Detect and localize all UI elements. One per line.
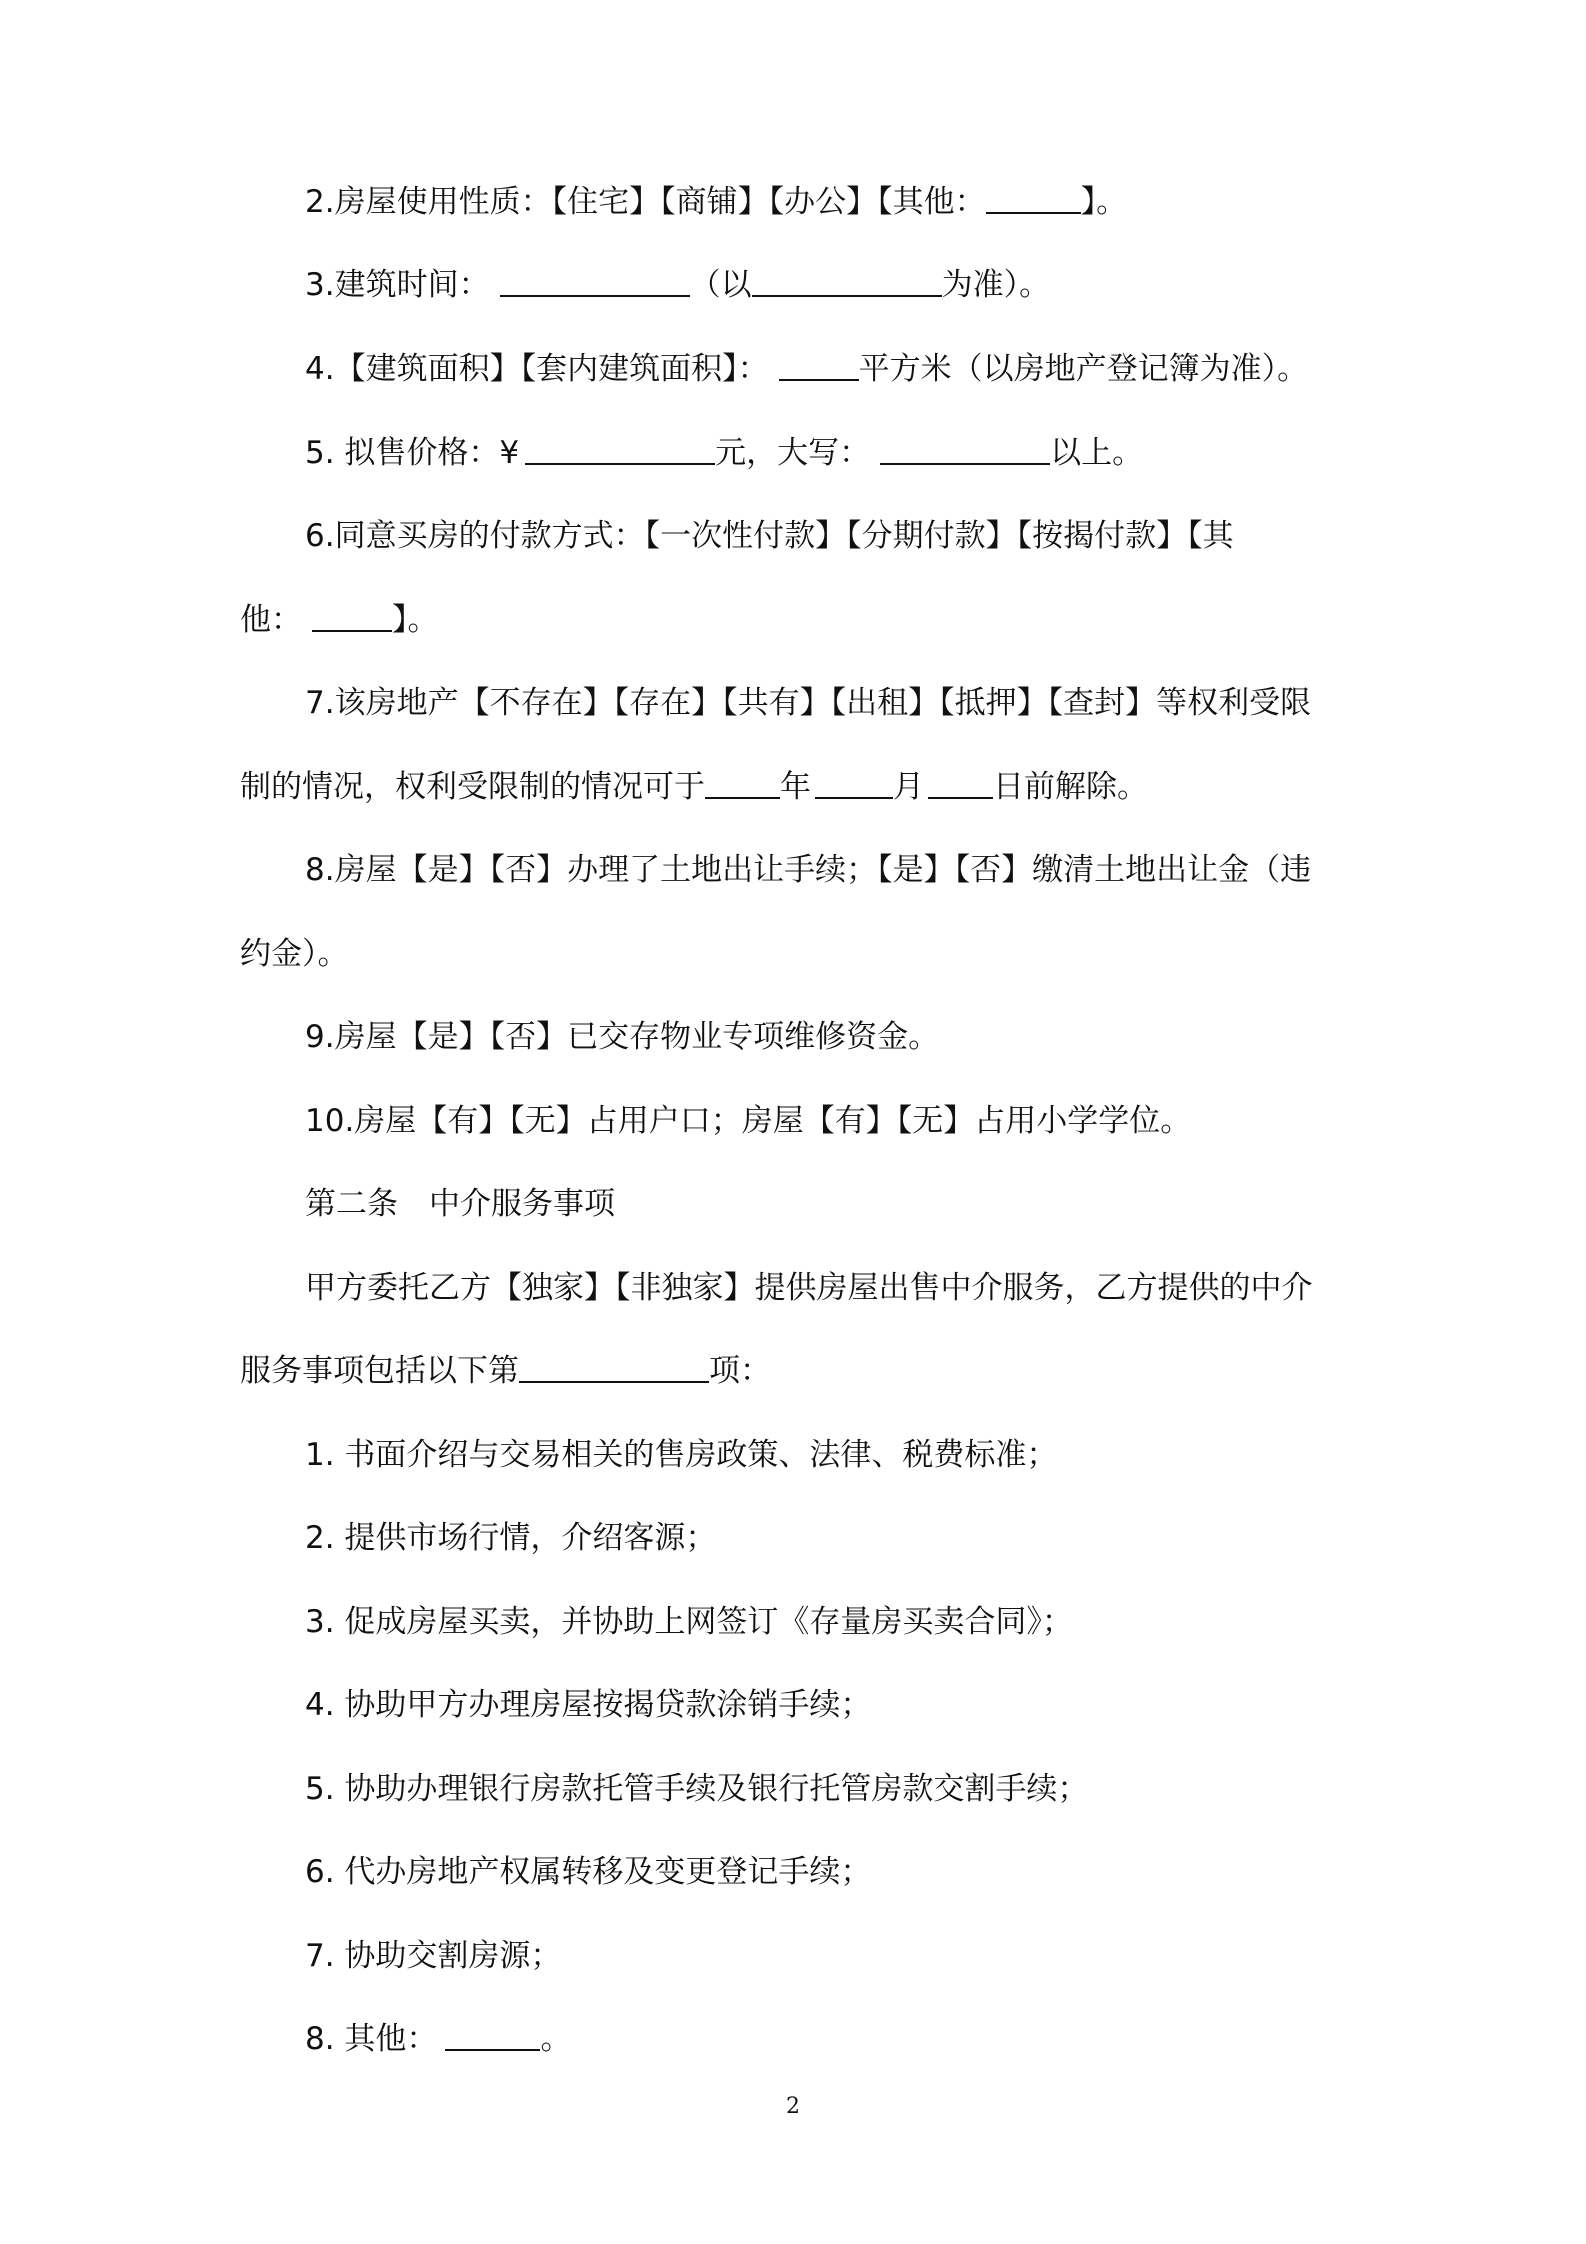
text: 4. 协助甲方办理房屋按揭贷款涂销手续； — [305, 1687, 872, 1723]
text: 2.房屋使用性质：【住宅】【商铺】【办公】【其他： — [305, 184, 986, 220]
text: 】。 — [1080, 184, 1128, 220]
text: 项： — [709, 1353, 771, 1389]
fill-blank-other-service[interactable] — [445, 2019, 540, 2051]
clause-build-time — [305, 265, 1350, 305]
text: 第二条 中介服务事项 — [305, 1186, 615, 1222]
list-item — [305, 1602, 1350, 1642]
fill-blank-day[interactable] — [928, 767, 993, 799]
list-item — [305, 2019, 1350, 2059]
text: 】。 — [392, 602, 439, 638]
text: 7. 协助交割房源； — [305, 1938, 562, 1974]
text: 日前解除。 — [993, 769, 1148, 805]
fill-blank-month[interactable] — [815, 767, 893, 799]
text: 。 — [540, 2021, 572, 2057]
list-item — [305, 1518, 1350, 1558]
clause-land-transfer-cont — [240, 934, 1350, 974]
text: 平方米（以房地产登记簿为准）。 — [858, 351, 1309, 387]
clause-land-transfer — [305, 850, 1350, 890]
clause-payment-method — [305, 516, 1350, 556]
clause-maintenance-fund — [305, 1017, 1350, 1057]
text: 5. 拟售价格：¥ — [305, 435, 520, 471]
text: 服务事项包括以下第 — [240, 1353, 519, 1389]
text: 5. 协助办理银行房款托管手续及银行托管房款交割手续； — [305, 1771, 1089, 1807]
text: 3. 促成房屋买卖，并协助上网签订《存量房买卖合同》； — [305, 1604, 1073, 1640]
list-item — [305, 1769, 1350, 1809]
fill-blank-price[interactable] — [525, 433, 715, 465]
fill-blank-other-use[interactable] — [986, 182, 1081, 214]
text: 他： — [240, 602, 302, 638]
text: 年 — [780, 769, 811, 805]
list-item — [305, 1685, 1350, 1725]
text: 6.同意买房的付款方式：【一次性付款】【分期付款】【按揭付款】【其 — [305, 518, 1234, 554]
text: 为准）。 — [941, 267, 1051, 303]
fill-blank-price-words[interactable] — [880, 433, 1050, 465]
section-heading-article-2 — [305, 1184, 1350, 1224]
clause-entrust — [305, 1268, 1350, 1308]
text: 8. 其他： — [305, 2021, 438, 2057]
page-number: 2 — [786, 2094, 800, 2119]
text: 8.房屋【是】【否】办理了土地出让手续；【是】【否】缴清土地出让金（违 — [305, 852, 1312, 888]
clause-household-school — [305, 1101, 1350, 1141]
text: 7.该房地产【不存在】【存在】【共有】【出租】【抵押】【查封】等权利受限 — [305, 685, 1312, 721]
text: 制的情况，权利受限制的情况可于 — [240, 769, 705, 805]
text: 10.房屋【有】【无】占用户口；房屋【有】【无】占用小学学位。 — [305, 1103, 1192, 1139]
text: 3.建筑时间： — [305, 267, 490, 303]
clause-price — [305, 433, 1350, 473]
clause-area — [305, 349, 1350, 389]
list-item — [305, 1852, 1350, 1892]
text: 元，大写： — [715, 435, 871, 471]
text: 以上。 — [1050, 435, 1144, 471]
text: 1. 书面介绍与交易相关的售房政策、法律、税费标准； — [305, 1437, 1058, 1473]
clause-rights-restriction-cont — [240, 767, 1350, 807]
text: （以 — [689, 267, 752, 303]
text: 2. 提供市场行情，介绍客源； — [305, 1520, 717, 1556]
fill-blank-payment-other[interactable] — [312, 600, 392, 632]
list-item — [305, 1435, 1350, 1475]
clause-house-use-nature — [305, 182, 1350, 222]
clause-payment-method-cont — [240, 600, 1350, 640]
clause-rights-restriction — [305, 683, 1350, 723]
fill-blank-area[interactable] — [779, 349, 859, 381]
text: 月 — [893, 769, 924, 805]
fill-blank-items[interactable] — [519, 1351, 709, 1383]
fill-blank-basis[interactable] — [752, 265, 942, 297]
fill-blank-year[interactable] — [705, 767, 780, 799]
list-item — [305, 1936, 1350, 1976]
fill-blank-build-time[interactable] — [500, 265, 690, 297]
text: 甲方委托乙方【独家】【非独家】提供房屋出售中介服务，乙方提供的中介 — [305, 1270, 1313, 1306]
text: 约金）。 — [240, 936, 349, 972]
text: 9.房屋【是】【否】已交存物业专项维修资金。 — [305, 1019, 940, 1055]
clause-entrust-cont — [240, 1351, 1350, 1391]
text: 4.【建筑面积】【套内建筑面积】： — [305, 351, 769, 387]
text: 6. 代办房地产权属转移及变更登记手续； — [305, 1854, 872, 1890]
